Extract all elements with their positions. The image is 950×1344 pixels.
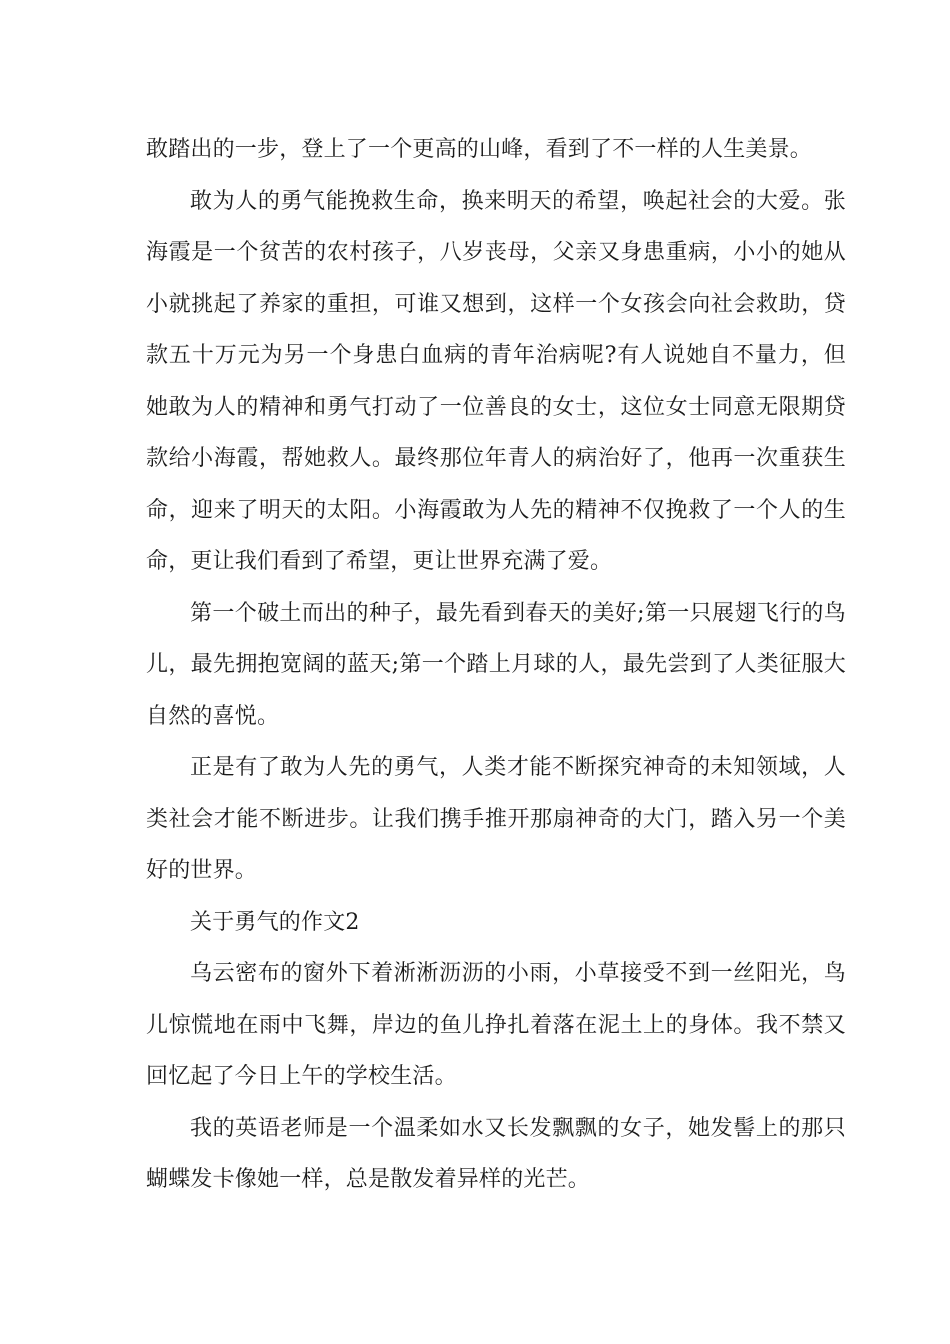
document-body: [146, 124, 846, 1206]
paragraph-continuation: 敢踏出的一步，登上了一个更高的山峰，看到了不一样的人生美景。: [146, 137, 813, 162]
paragraph: 乌云密布的窗外下着淅淅沥沥的小雨，小草接受不到一丝阳光，鸟儿惊慌地在雨中飞舞，岸边的鱼儿挣扎着落在泥土上的身体。我不禁又回忆起了今日上午的学校生活。: [146, 961, 846, 1089]
section-heading: 关于勇气的作文2: [190, 909, 360, 935]
paragraph: 我的英语老师是一个温柔如水又长发飘飘的女子，她发髻上的那只蝴蝶发卡像她一样，总是散发着异样的光芒。: [146, 1115, 846, 1192]
paragraph: 正是有了敢为人先的勇气，人类才能不断探究神奇的未知领域，人类社会才能不断进步。让我们携手推开那扇神奇的大门，踏入另一个美好的世界。: [146, 755, 846, 883]
paragraph: 第一个破土而出的种子，最先看到春天的美好;第一只展翅飞行的鸟儿，最先拥抱宽阔的蓝天;第一个踏上月球的人，最先尝到了人类征服大自然的喜悦。: [146, 600, 846, 729]
paragraph: 敢为人的勇气能挽救生命，换来明天的希望，唤起社会的大爱。张海霞是一个贫苦的农村孩子，八岁丧母，父亲又身患重病，小小的她从小就挑起了养家的重担，可谁又想到，这样一个女孩会向社会救助，贷款五十万元为另一个身患白血病的青年治病呢?有人说她自不量力，但她敢为人的精神和勇气打动了一位善良的女士，这位女士同意无限期贷款给小海霞，帮她救人。最终那位年青人的病治好了，他再一次重获生命，迎来了明天的太阳。小海霞敢为人先的精神不仅挽救了一个人的生命，更让我们看到了希望，更让世界充满了爱。: [146, 188, 846, 574]
